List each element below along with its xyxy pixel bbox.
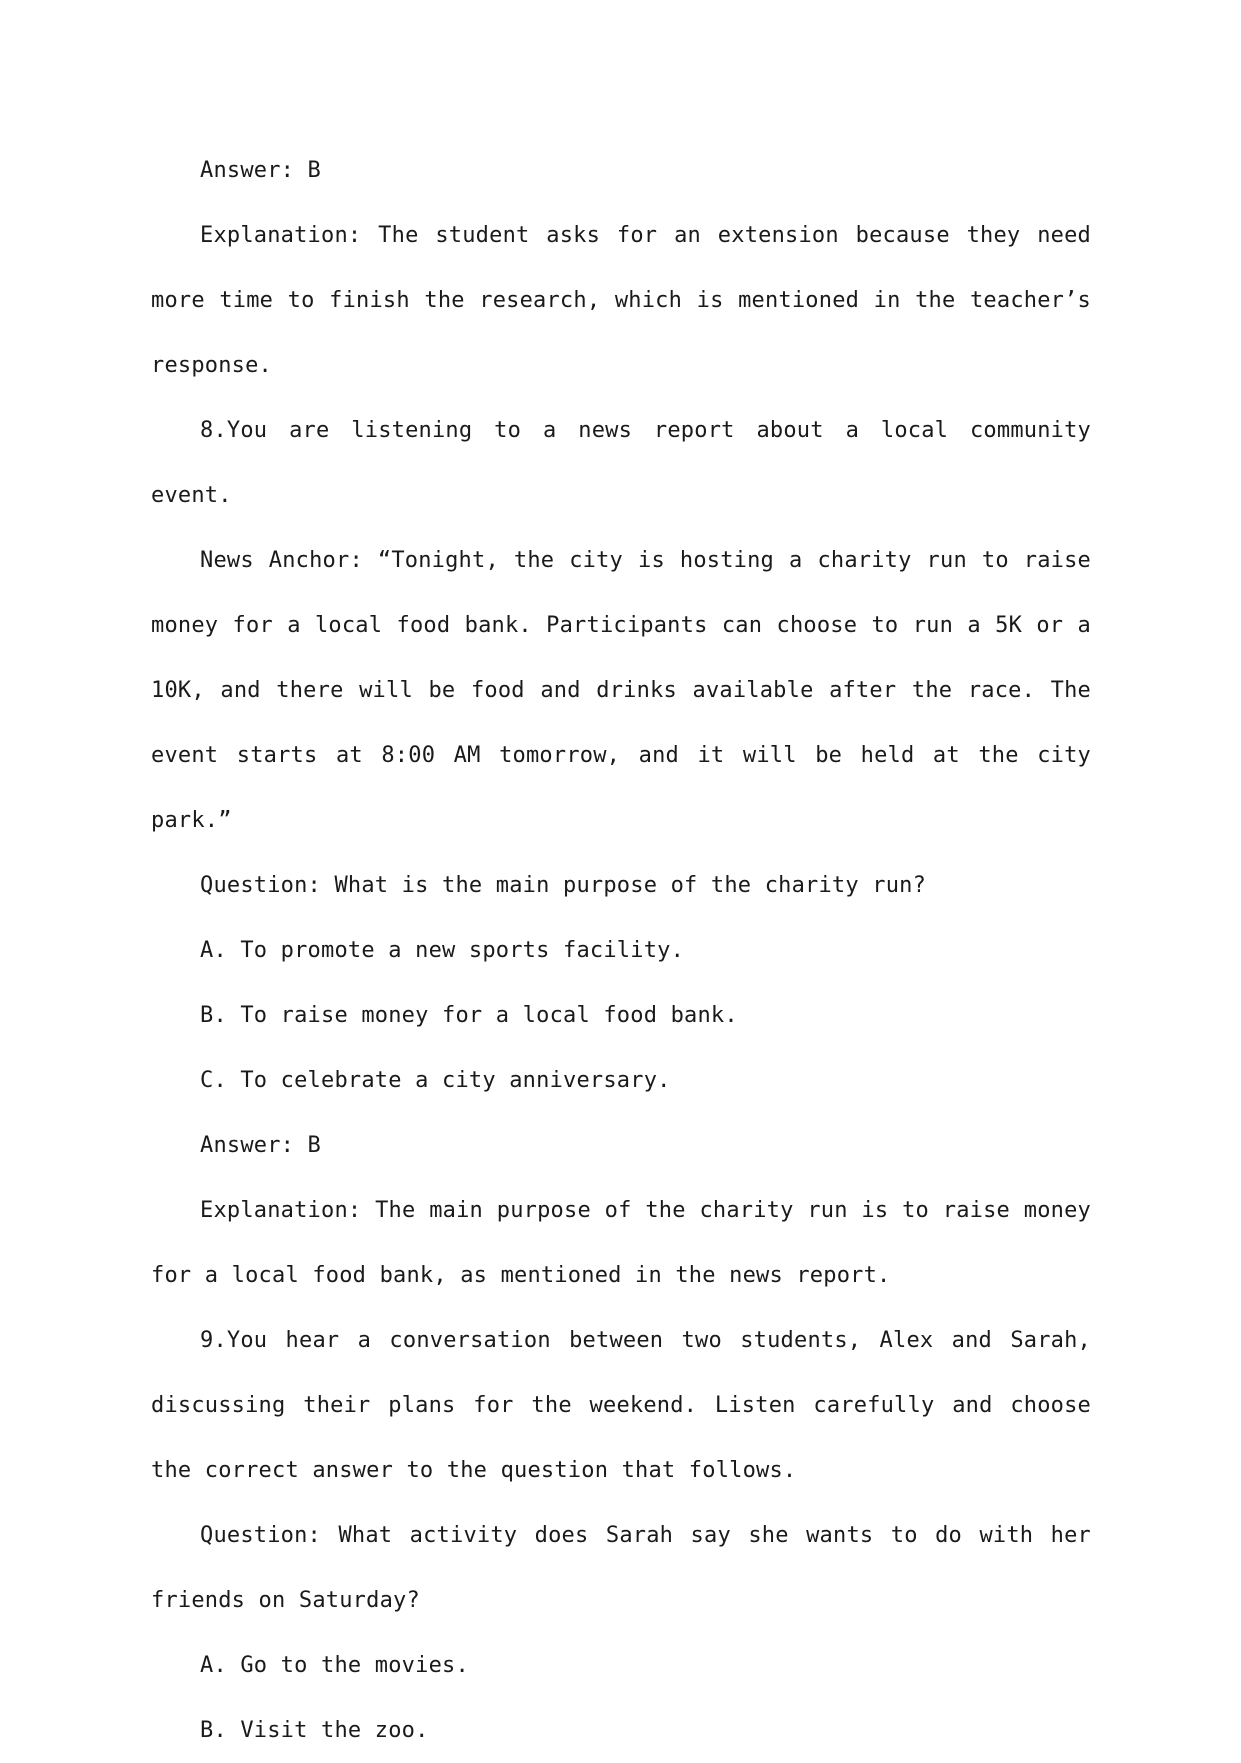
news-anchor-transcript: News Anchor: “Tonight, the city is hosting a charity run to raise money for a local food bank. Participants can choose to run a 5K or a 10K, and there will be food and drinks available after the race. The event starts at 8:00 AM tomorrow, and it will be held at the city park.” [151,548,1091,833]
question-9: Question: What activity does Sarah say she wants to do with her friends on Saturday? [151,1523,1091,1613]
option-8-a: A. To promote a new sports facility. [200,938,685,963]
option-9-b: B. Visit the zoo. [200,1718,429,1743]
explanation-7: Explanation: The student asks for an extension because they need more time to finish the research, which is mentioned in the teacher’s response. [151,223,1091,378]
answer-7: Answer: B [200,158,322,183]
document-page [151,138,1091,1763]
option-9-a: A. Go to the movies. [200,1653,469,1678]
answer-8: Answer: B [200,1133,322,1158]
option-8-c: C. To celebrate a city anniversary. [200,1068,671,1093]
explanation-8: Explanation: The main purpose of the charity run is to raise money for a local food bank, as mentioned in the news report. [151,1198,1091,1288]
question-8-intro: 8.You are listening to a news report about a local community event. [151,418,1091,508]
question-8: Question: What is the main purpose of the charity run? [200,873,927,898]
option-8-b: B. To raise money for a local food bank. [200,1003,738,1028]
question-9-intro: 9.You hear a conversation between two students, Alex and Sarah, discussing their plans for the weekend. Listen carefully and choose the correct answer to the question that follows. [151,1328,1091,1483]
